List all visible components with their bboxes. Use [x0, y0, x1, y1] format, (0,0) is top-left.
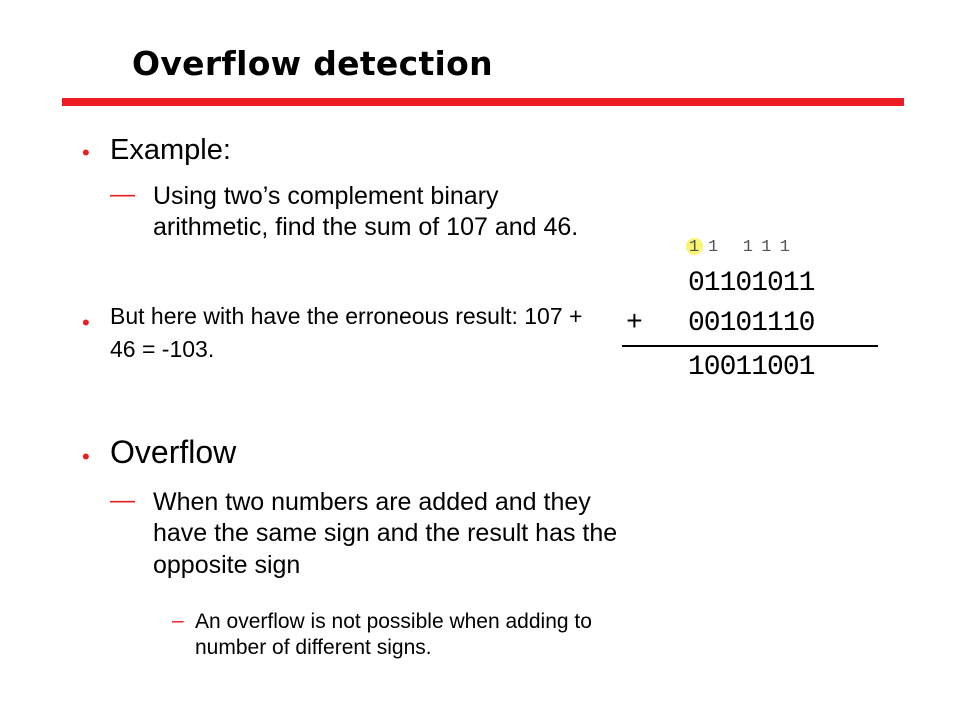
dash-icon: —: [110, 486, 135, 514]
bullet-dot-icon: •: [82, 140, 90, 165]
sum-result: 10011001: [688, 352, 815, 383]
sum-rule: [622, 345, 878, 347]
bullet-dot-icon: •: [82, 310, 90, 335]
dash-icon: —: [110, 180, 135, 208]
operand-1: 01101011: [688, 268, 815, 299]
bullet-erroneous-result: But here with have the erroneous result: 107 + 46 = -103.: [110, 303, 583, 363]
overflow-note: An overflow is not possible when adding to number of different signs.: [195, 610, 592, 660]
bullet-overflow: Overflow: [110, 434, 237, 470]
bullet-dot-icon: •: [82, 444, 90, 469]
bullet-example: Example:: [110, 134, 231, 166]
title-rule: [62, 98, 904, 106]
carry-bits: 1 1 1 1: [708, 238, 790, 257]
subdash-icon: –: [172, 609, 184, 632]
slide-title: Overflow detection: [132, 44, 493, 83]
operand-2: 00101110: [688, 308, 815, 339]
carry-bit-highlighted: 1: [689, 238, 700, 257]
overflow-definition: When two numbers are added and they have the same sign and the result has the opposite sign: [153, 488, 618, 579]
example-description: Using two’s complement binary arithmetic, find the sum of 107 and 46.: [153, 182, 579, 242]
plus-sign: +: [626, 308, 642, 339]
